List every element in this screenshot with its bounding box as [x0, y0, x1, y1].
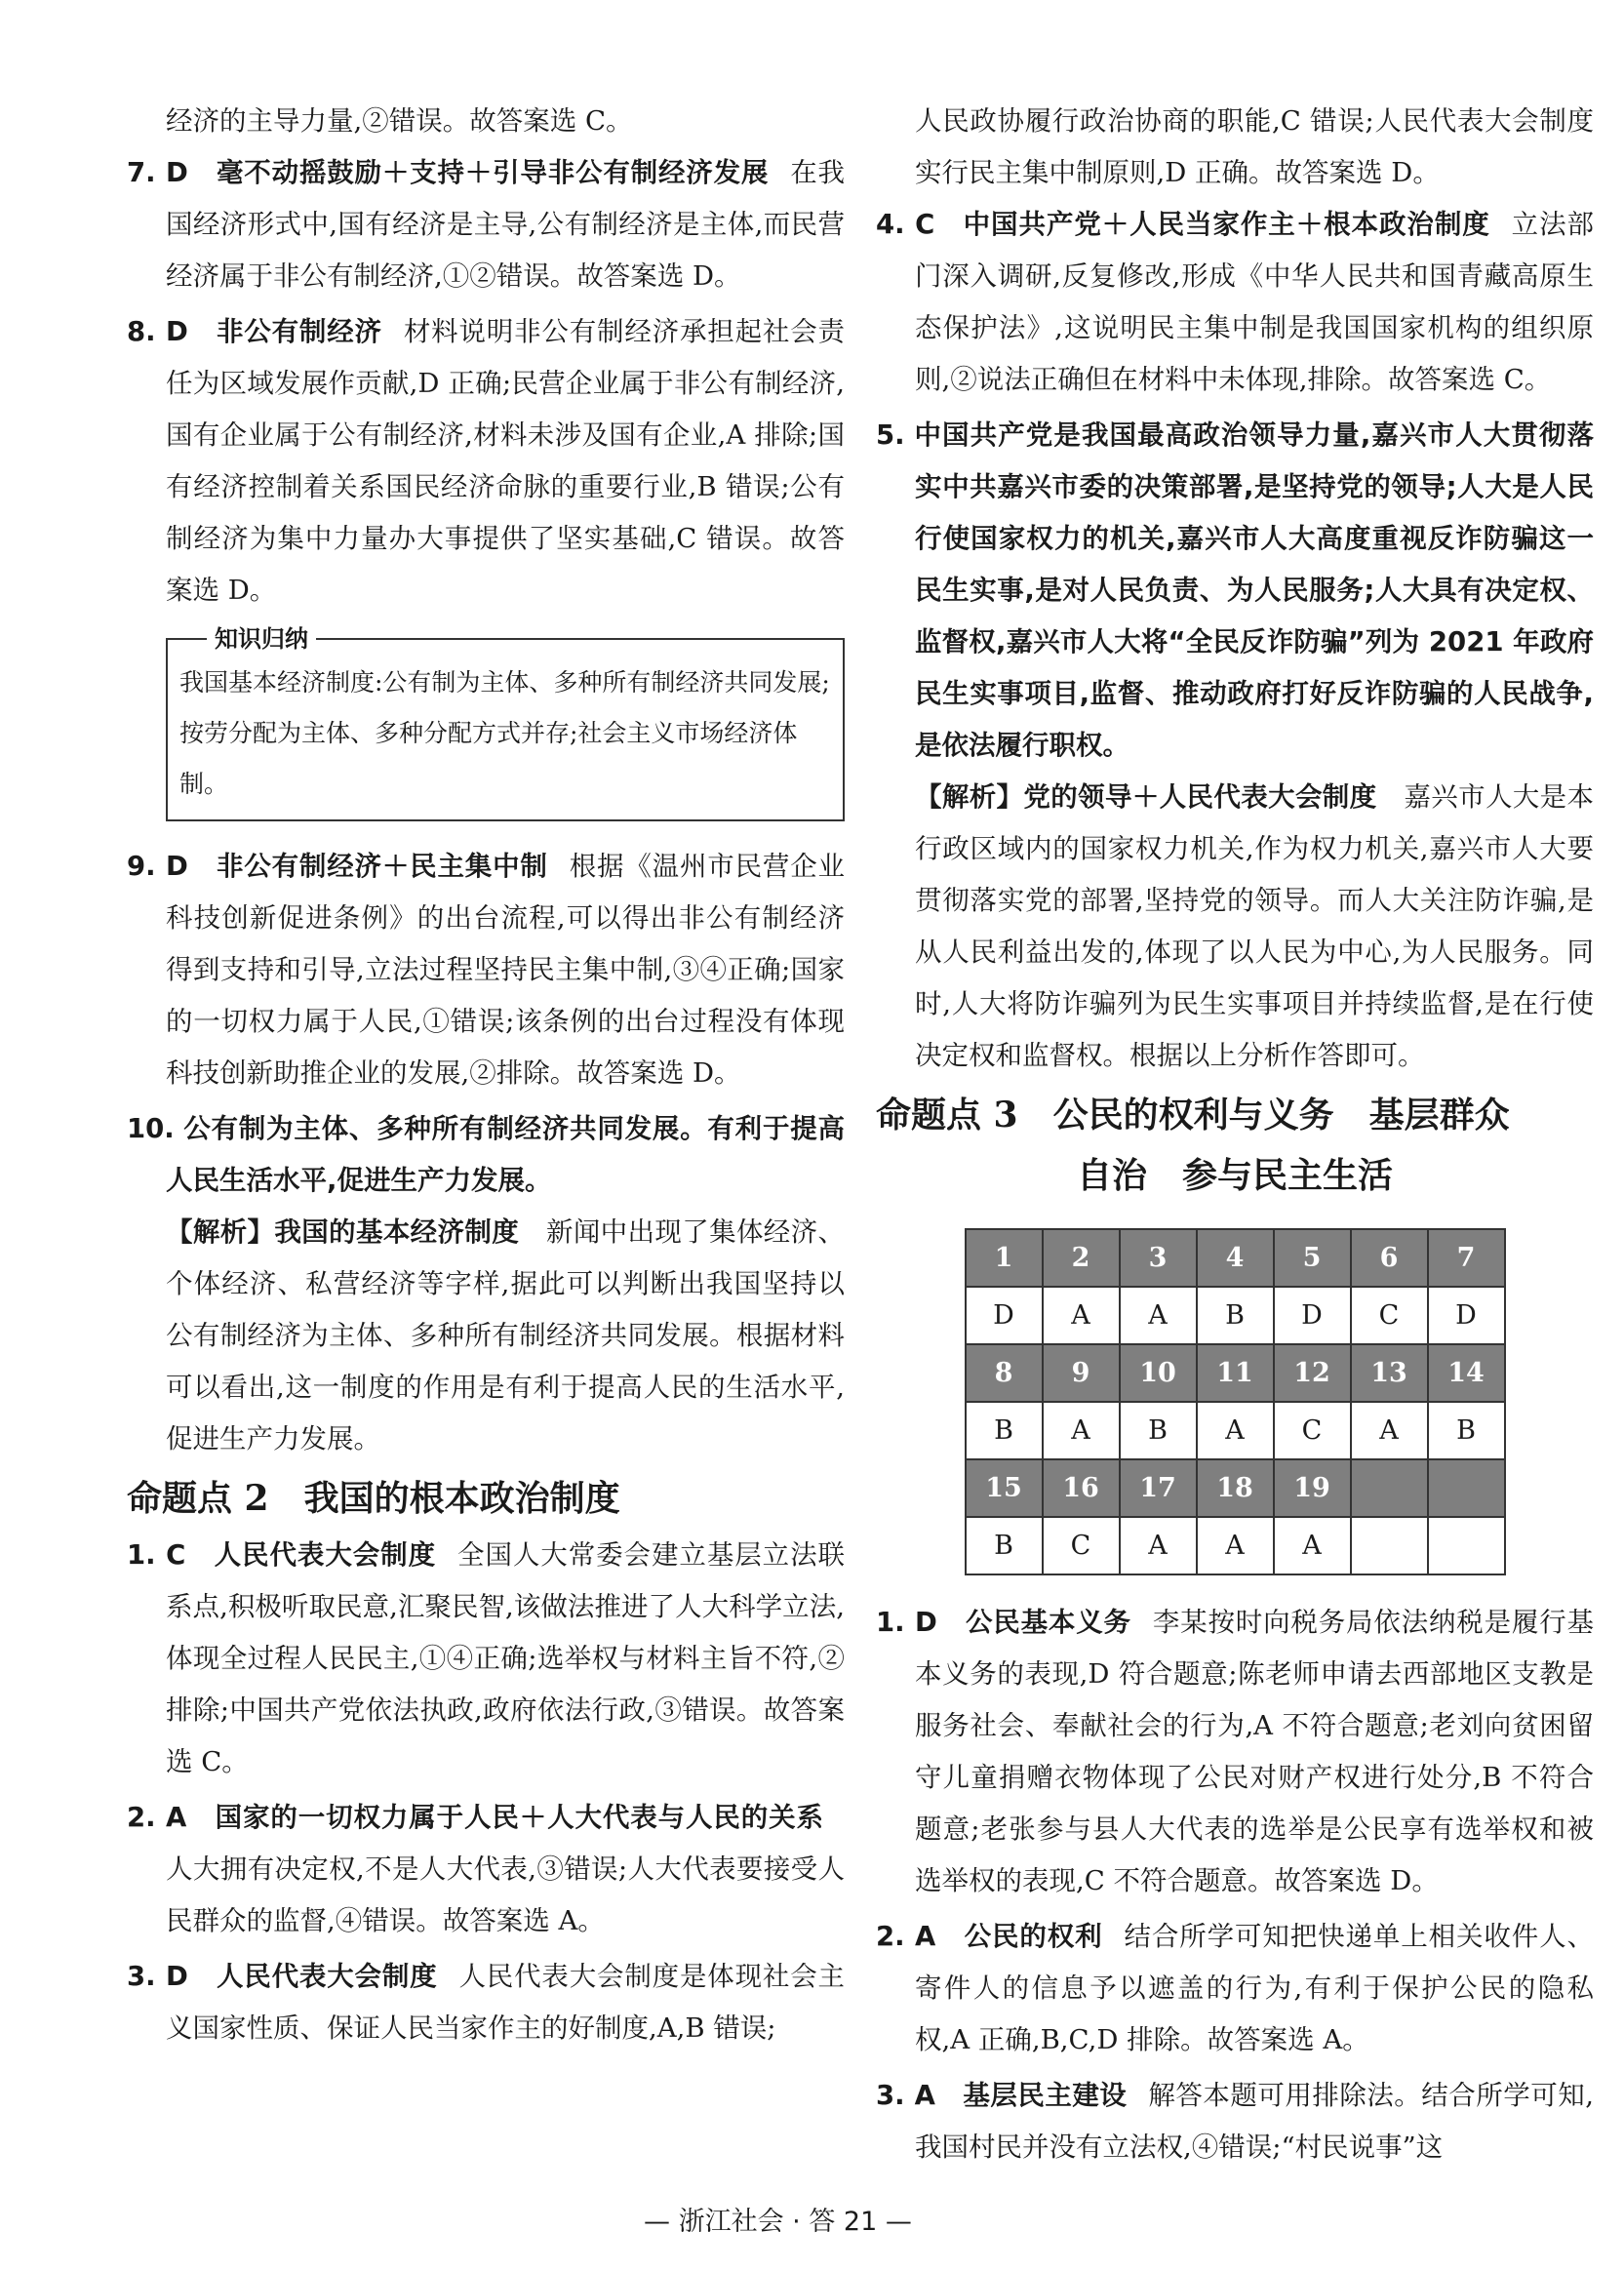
table-cell: 3	[1120, 1229, 1197, 1287]
table-cell: A	[1351, 1402, 1428, 1459]
q4-text: 立法部门深入调研,反复修改,形成《中华人民共和国青藏高原生态保护法》,这说明民主集中制是我国国家机构的组织原则,②说法正确但在材料中未体现,排除。故答案选 C。	[915, 209, 1595, 395]
s2q1-text: 全国人大常委会建立基层立法联系点,积极听取民意,汇聚民智,该做法推进了人大科学立法,体现全过程人民民主,①④正确;选举权与材料主旨不符,②排除;中国共产党依法执政,政府依法行政,③错误。故答案选 C。	[166, 1539, 846, 1777]
q10-number: 10.	[127, 1113, 175, 1144]
q9-tag: 非公有制经济＋民主集中制	[216, 851, 548, 882]
q5-analysis-text: 嘉兴市人大是本行政区域内的国家权力机关,作为权力机关,嘉兴市人大要贯彻落实党的部署,坚持党的领导。而人大关注防诈骗,是从人民利益出发的,体现了以人民为中心,为人民服务。同时,人大将防诈骗列为民生实事项目并持续监督,是在行使决定权和监督权。根据以上分析作答即可。	[915, 781, 1595, 1071]
table-cell: 7	[1428, 1229, 1505, 1287]
q5-analysis-label: 【解析】党的领导＋人民代表大会制度	[915, 781, 1377, 813]
question-8	[127, 306, 845, 617]
table-cell: A	[1043, 1402, 1120, 1459]
table-cell: 10	[1120, 1344, 1197, 1402]
question-5	[876, 410, 1594, 772]
q9-number: 9. D	[127, 851, 188, 882]
table-cell: B	[1428, 1402, 1505, 1459]
s3q2-text: 结合所学可知把快递单上相关收件人、寄件人的信息予以遮盖的行为,有利于保护公民的隐私权,A 正确,B,C,D 排除。故答案选 A。	[915, 1921, 1595, 2055]
section-2-title: 命题点 2 我国的根本政治制度	[127, 1478, 620, 1519]
table-cell: C	[1043, 1517, 1120, 1574]
q10-analysis-label: 【解析】我国的基本经济制度	[166, 1216, 520, 1248]
table-cell: 2	[1043, 1229, 1120, 1287]
table-cell: 5	[1274, 1229, 1351, 1287]
table-cell: 11	[1197, 1344, 1274, 1402]
s2q3-text: 人民代表大会制度是体现社会主义国家性质、保证人民当家作主的好制度,A,B 错误;	[166, 1961, 846, 2044]
s3q3-number: 3. A	[876, 2080, 935, 2111]
table-row	[966, 1287, 1505, 1344]
answer-table	[965, 1228, 1506, 1575]
table-cell: 19	[1274, 1459, 1351, 1517]
s2q1-number: 1. C	[127, 1539, 186, 1571]
table-cell: 4	[1197, 1229, 1274, 1287]
table-cell: B	[1197, 1287, 1274, 1344]
section-3-title-line-2: 自治 参与民主生活	[1076, 1155, 1393, 1196]
table-cell: 15	[966, 1459, 1043, 1517]
table-cell: 1	[966, 1229, 1043, 1287]
q7-number: 7. D	[127, 157, 188, 188]
table-cell: 6	[1351, 1229, 1428, 1287]
q8-number: 8. D	[127, 316, 188, 347]
q8-text: 材料说明非公有制经济承担起社会责任为区域发展作贡献,D 正确;民营企业属于非公有制经济,国有企业属于公有制经济,材料未涉及国有企业,A 排除;国有经济控制着关系国民经济命脉的重要行业,B 错误;公有制经济为集中力量办大事提供了坚实基础,C 错误。故答案选 D。	[166, 316, 846, 606]
s3q1-tag: 公民基本义务	[965, 1607, 1131, 1638]
table-cell: C	[1274, 1402, 1351, 1459]
table-cell	[1351, 1459, 1428, 1517]
s2q2-number: 2. A	[127, 1802, 187, 1833]
s3q1-text: 李某按时向税务局依法纳税是履行基本义务的表现,D 符合题意;陈老师申请去西部地区支教是服务社会、奉献社会的行为,A 不符合题意;老刘向贫困留守儿童捐赠衣物体现了公民对财产权进行处分,B 不符合题意;老张参与县人大代表的选举是公民享有选举权和被选举权的表现,C 不符合题意。故答案选 D。	[915, 1607, 1595, 1896]
s2q3-number: 3. D	[127, 1961, 188, 1992]
table-cell	[1428, 1459, 1505, 1517]
table-cell: A	[1274, 1517, 1351, 1574]
table-row	[966, 1344, 1505, 1402]
left-continuation: 经济的主导力量,②错误。故答案选 C。	[166, 105, 633, 137]
knowledge-summary-text: 我国基本经济制度:公有制为主体、多种所有制经济共同发展;按劳分配为主体、多种分配方式并存;社会主义市场经济体制。	[179, 668, 830, 798]
q10-analysis	[127, 1207, 845, 1465]
table-cell	[1351, 1517, 1428, 1574]
s2-question-2	[127, 1792, 845, 1947]
q10-analysis-text: 新闻中出现了集体经济、个体经济、私营经济等字样,据此可以判断出我国坚持以公有制经济为主体、多种所有制经济共同发展。根据材料可以看出,这一制度的作用是有利于提高人民的生活水平,促进生产力发展。	[166, 1216, 846, 1454]
s2q2-text: 人大拥有决定权,不是人大代表,③错误;人大代表要接受人民群众的监督,④错误。故答案选 A。	[166, 1853, 845, 1936]
right-column	[876, 96, 1594, 2173]
s3-question-2	[876, 1911, 1594, 2066]
s3-question-3	[876, 2070, 1594, 2173]
table-cell: C	[1351, 1287, 1428, 1344]
table-cell: A	[1197, 1517, 1274, 1574]
question-9	[127, 841, 845, 1099]
table-cell: B	[1120, 1402, 1197, 1459]
s3-question-1	[876, 1597, 1594, 1907]
s3q2-number: 2. A	[876, 1921, 936, 1952]
section-3-title-line-1: 命题点 3 公民的权利与义务 基层群众	[876, 1095, 1510, 1136]
q7-text: 在我国经济形式中,国有经济是主导,公有制经济是主体,而民营经济属于非公有制经济,①②错误。故答案选 D。	[166, 157, 846, 292]
s3q3-tag: 基层民主建设	[963, 2080, 1128, 2111]
table-cell: D	[966, 1287, 1043, 1344]
table-cell: 13	[1351, 1344, 1428, 1402]
q8-tag: 非公有制经济	[216, 316, 382, 347]
q5-answer: 中国共产党是我国最高政治领导力量,嘉兴市人大贯彻落实中共嘉兴市委的决策部署,是坚持党的领导;人大是人民行使国家权力的机关,嘉兴市人大高度重视反诈防骗这一民生实事,是对人民负责、为人民服务;人大具有决定权、监督权,嘉兴市人大将“全民反诈防骗”列为 2021 年政府民生实事项目,监督、推动政府打好反诈防骗的人民战争,是依法履行职权。	[914, 419, 1594, 761]
knowledge-summary-box	[166, 625, 845, 821]
knowledge-summary-title: 知识归纳	[207, 622, 316, 656]
q9-text: 根据《温州市民营企业科技创新促进条例》的出台流程,可以得出非公有制经济得到支持和引导,立法过程坚持民主集中制,③④正确;国家的一切权力属于人民,①错误;该条例的出台过程没有体现科技创新助推企业的发展,②排除。故答案选 D。	[166, 851, 846, 1089]
table-cell: A	[1197, 1402, 1274, 1459]
table-cell: B	[966, 1517, 1043, 1574]
q7-tag: 毫不动摇鼓励＋支持＋引导非公有制经济发展	[216, 157, 770, 188]
page-footer: — 浙江社会 · 答 21 —	[644, 2207, 912, 2237]
table-cell	[1428, 1517, 1505, 1574]
q4-tag: 中国共产党＋人民当家作主＋根本政治制度	[963, 209, 1490, 240]
table-cell: 12	[1274, 1344, 1351, 1402]
s2q1-tag: 人民代表大会制度	[214, 1539, 437, 1571]
table-cell: A	[1043, 1287, 1120, 1344]
table-cell: 17	[1120, 1459, 1197, 1517]
table-cell: 8	[966, 1344, 1043, 1402]
s3q2-tag: 公民的权利	[964, 1921, 1103, 1952]
s2-question-3	[127, 1951, 845, 2054]
table-cell: A	[1120, 1287, 1197, 1344]
question-7	[127, 147, 845, 302]
s3q3-text: 解答本题可用排除法。结合所学可知,我国村民并没有立法权,④错误;“村民说事”这	[915, 2080, 1594, 2163]
table-row	[966, 1402, 1505, 1459]
q5-number: 5.	[876, 419, 905, 451]
question-10	[127, 1103, 845, 1207]
q5-analysis	[876, 772, 1594, 1082]
table-cell: 18	[1197, 1459, 1274, 1517]
table-row	[966, 1459, 1505, 1517]
table-cell: D	[1428, 1287, 1505, 1344]
s2q2-tag: 国家的一切权力属于人民＋人大代表与人民的关系	[215, 1802, 824, 1833]
table-row	[966, 1517, 1505, 1574]
s2q3-tag: 人民代表大会制度	[216, 1961, 438, 1992]
table-row	[966, 1229, 1505, 1287]
table-cell: 14	[1428, 1344, 1505, 1402]
q4-number: 4. C	[876, 209, 935, 240]
s2-question-1	[127, 1530, 845, 1788]
table-cell: 9	[1043, 1344, 1120, 1402]
table-cell: B	[966, 1402, 1043, 1459]
table-cell: D	[1274, 1287, 1351, 1344]
q10-answer: 公有制为主体、多种所有制经济共同发展。有利于提高人民生活水平,促进生产力发展。	[166, 1113, 845, 1196]
s3q1-number: 1. D	[876, 1607, 937, 1638]
table-cell: 16	[1043, 1459, 1120, 1517]
table-cell: A	[1120, 1517, 1197, 1574]
question-4	[876, 199, 1594, 406]
left-column	[127, 96, 845, 2054]
right-continuation: 人民政协履行政治协商的职能,C 错误;人民代表大会制度实行民主集中制原则,D 正确。故答案选 D。	[915, 105, 1594, 188]
